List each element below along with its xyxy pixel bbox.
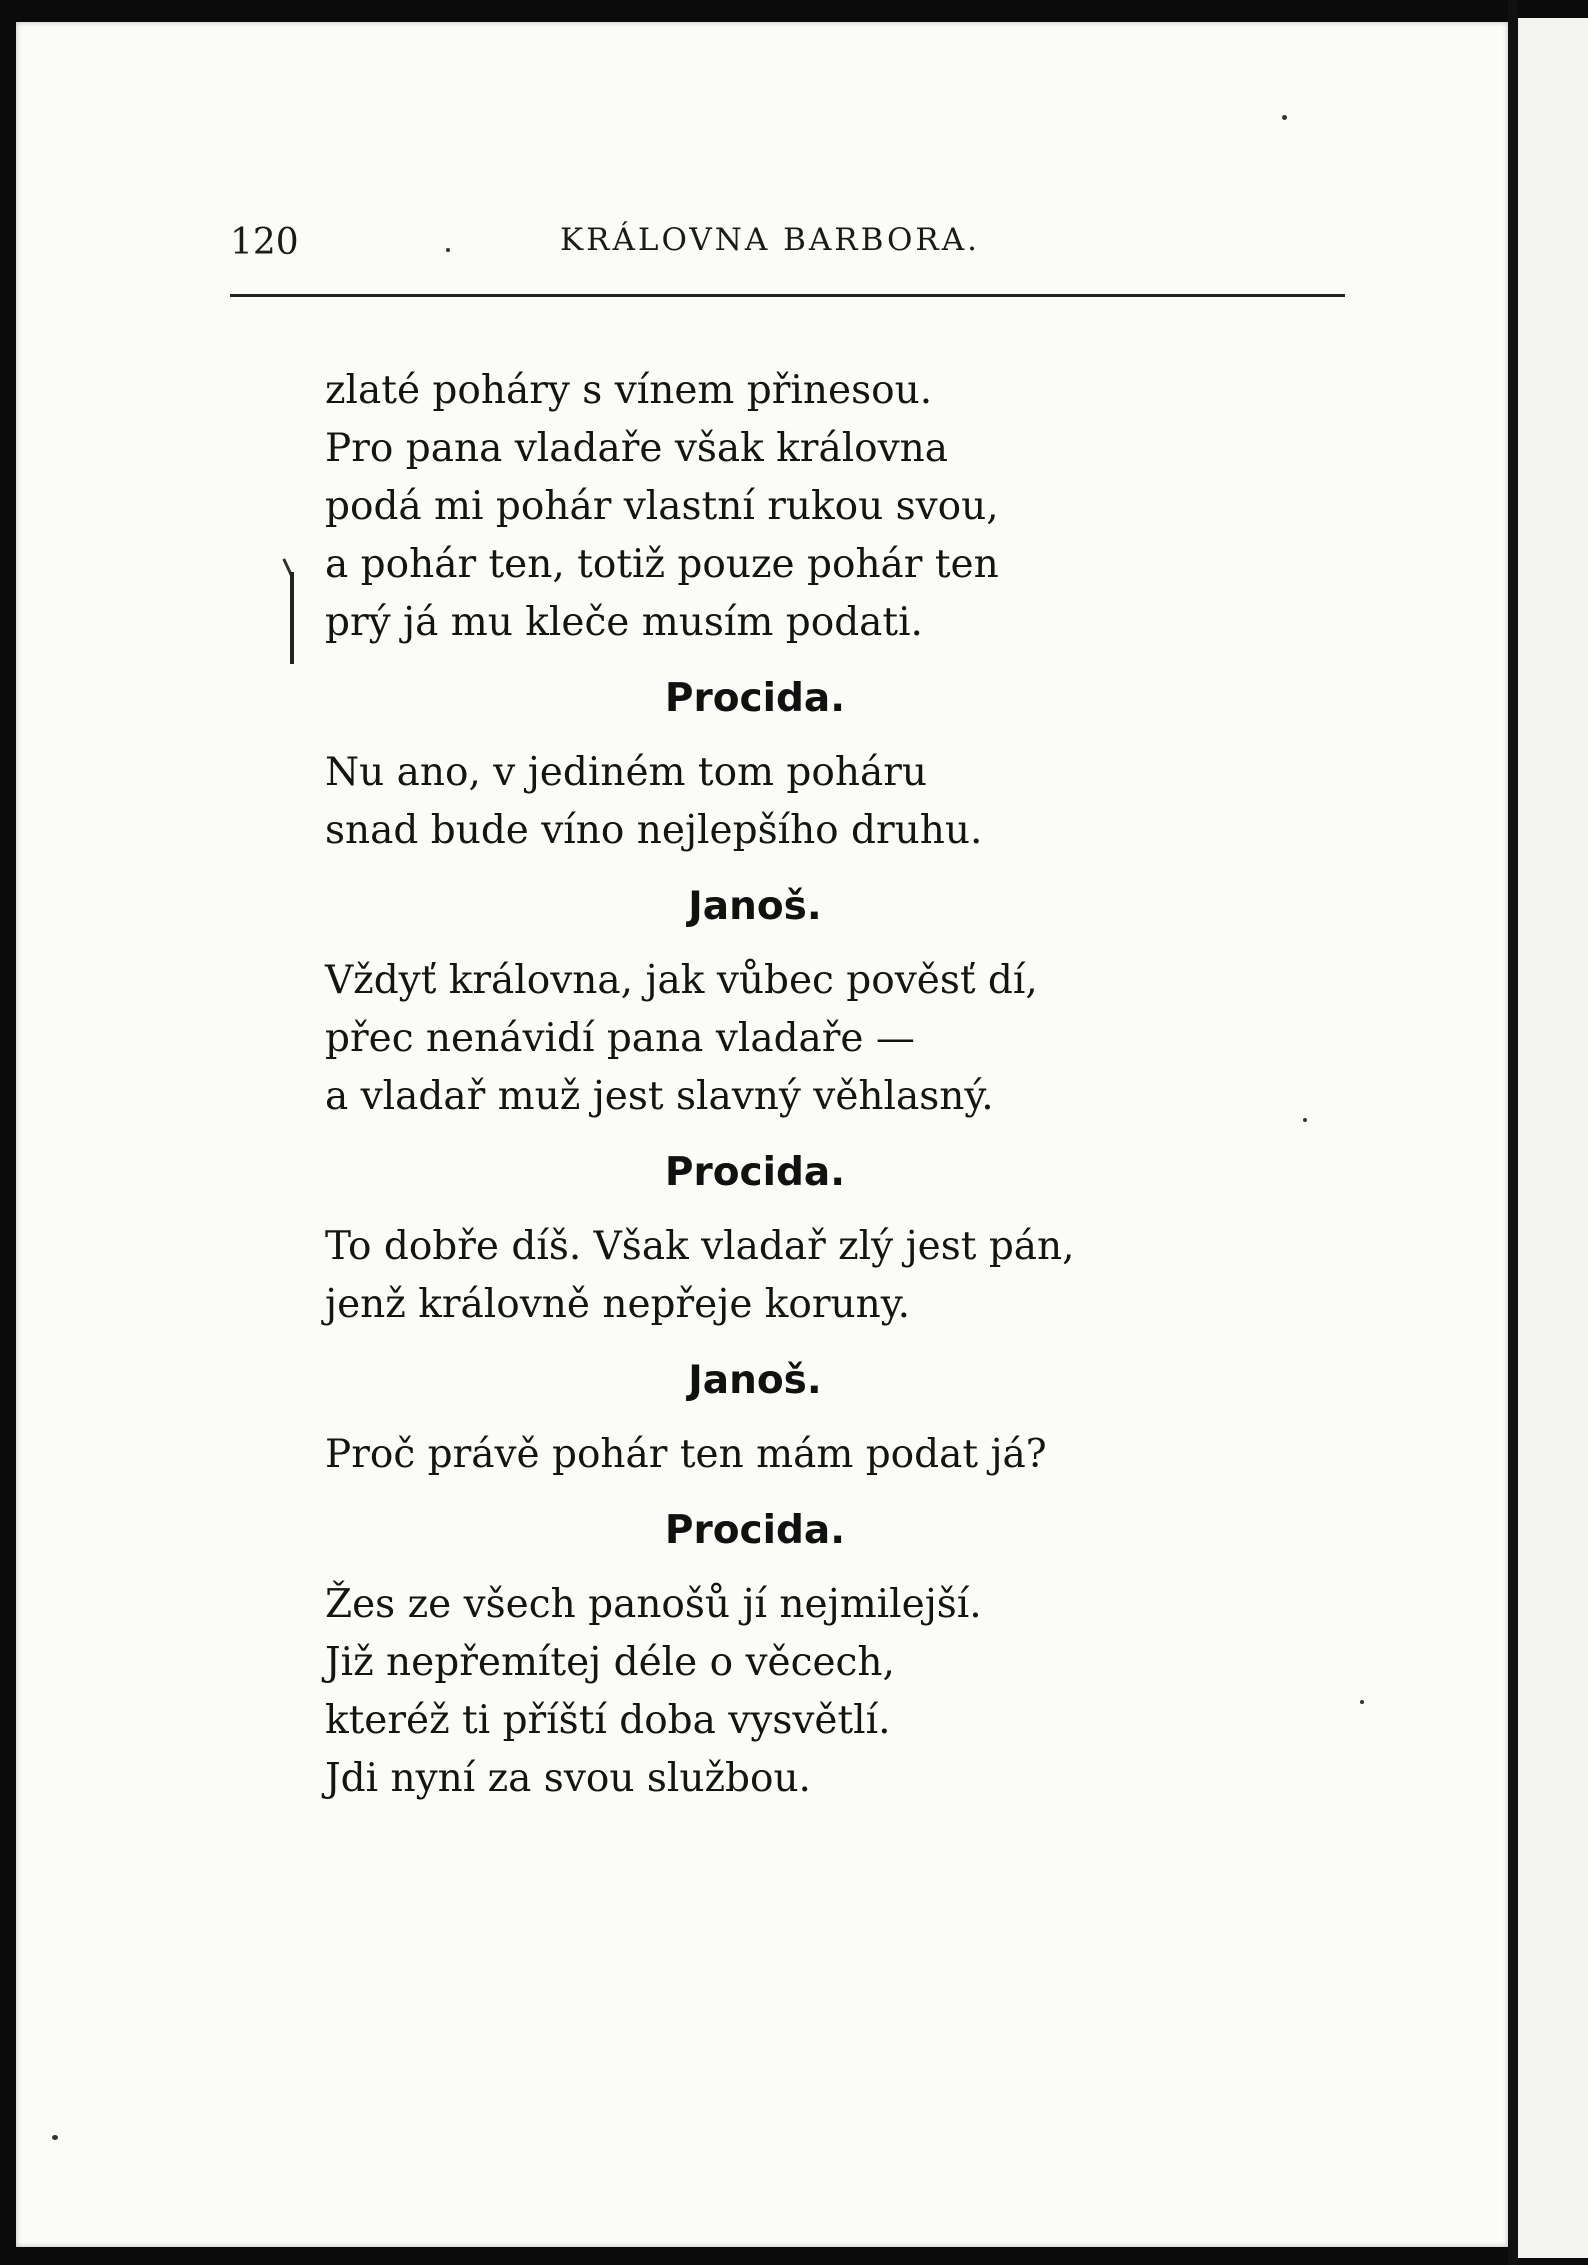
adjacent-page-edge <box>1518 18 1588 2258</box>
verse-line: přec nenávidí pana vladaře — <box>325 1016 915 1061</box>
dialogue-text <box>325 362 1225 1808</box>
verse-line: Nu ano, v jediném tom poháru <box>325 750 928 795</box>
verse-line: snad bude víno nejlepšího druhu. <box>325 808 983 853</box>
verse-line: Žes ze všech panošů jí nejmilejší. <box>325 1582 982 1627</box>
header-rule <box>230 294 1345 297</box>
running-title: KRÁLOVNA BARBORA. <box>560 222 980 258</box>
verse-line: a pohár ten, totiž pouze pohár ten <box>325 542 999 587</box>
verse-line: Již nepřemítej déle o věcech, <box>325 1640 895 1685</box>
verse-line: prý já mu kleče musím podati. <box>325 600 923 645</box>
verse-block <box>325 1218 1225 1334</box>
verse-block <box>325 952 1225 1126</box>
verse-line: jenž královně nepřeje koruny. <box>325 1282 911 1327</box>
binding-shadow <box>1508 0 1518 2265</box>
page-number: 120 <box>230 222 299 263</box>
verse-block <box>325 744 1225 860</box>
verse-line: kteréž ti příští doba vysvětlí. <box>325 1698 891 1743</box>
speaker-name: Janoš. <box>688 1358 822 1403</box>
dust-speck <box>52 2135 58 2140</box>
verse-line: zlaté poháry s vínem přinesou. <box>325 368 933 413</box>
verse-line: podá mi pohár vlastní rukou svou, <box>325 484 999 529</box>
page-header <box>230 222 1345 272</box>
verse-block <box>325 1576 1225 1808</box>
verse-block <box>325 362 1225 652</box>
verse-line: Pro pana vladaře však královna <box>325 426 949 471</box>
verse-line: Jdi nyní za svou službou. <box>325 1756 811 1801</box>
speaker-name: Procida. <box>664 1150 846 1195</box>
margin-bar-mark <box>290 572 294 664</box>
verse-line: To dobře díš. Však vladař zlý jest pán, <box>325 1224 1075 1269</box>
verse-line: Proč právě pohár ten mám podat já? <box>325 1432 1047 1477</box>
verse-line: a vladař muž jest slavný věhlasný. <box>325 1074 994 1119</box>
verse-block <box>325 1426 1225 1484</box>
dust-speck <box>1282 115 1287 120</box>
dust-speck <box>1303 1118 1307 1122</box>
speaker-name: Janoš. <box>688 884 822 929</box>
speaker-name: Procida. <box>664 676 846 721</box>
speaker-name: Procida. <box>664 1508 846 1553</box>
verse-line: Vždyť královna, jak vůbec pověsť dí, <box>325 958 1038 1003</box>
dust-speck <box>446 248 450 252</box>
dust-speck <box>1360 1700 1364 1704</box>
